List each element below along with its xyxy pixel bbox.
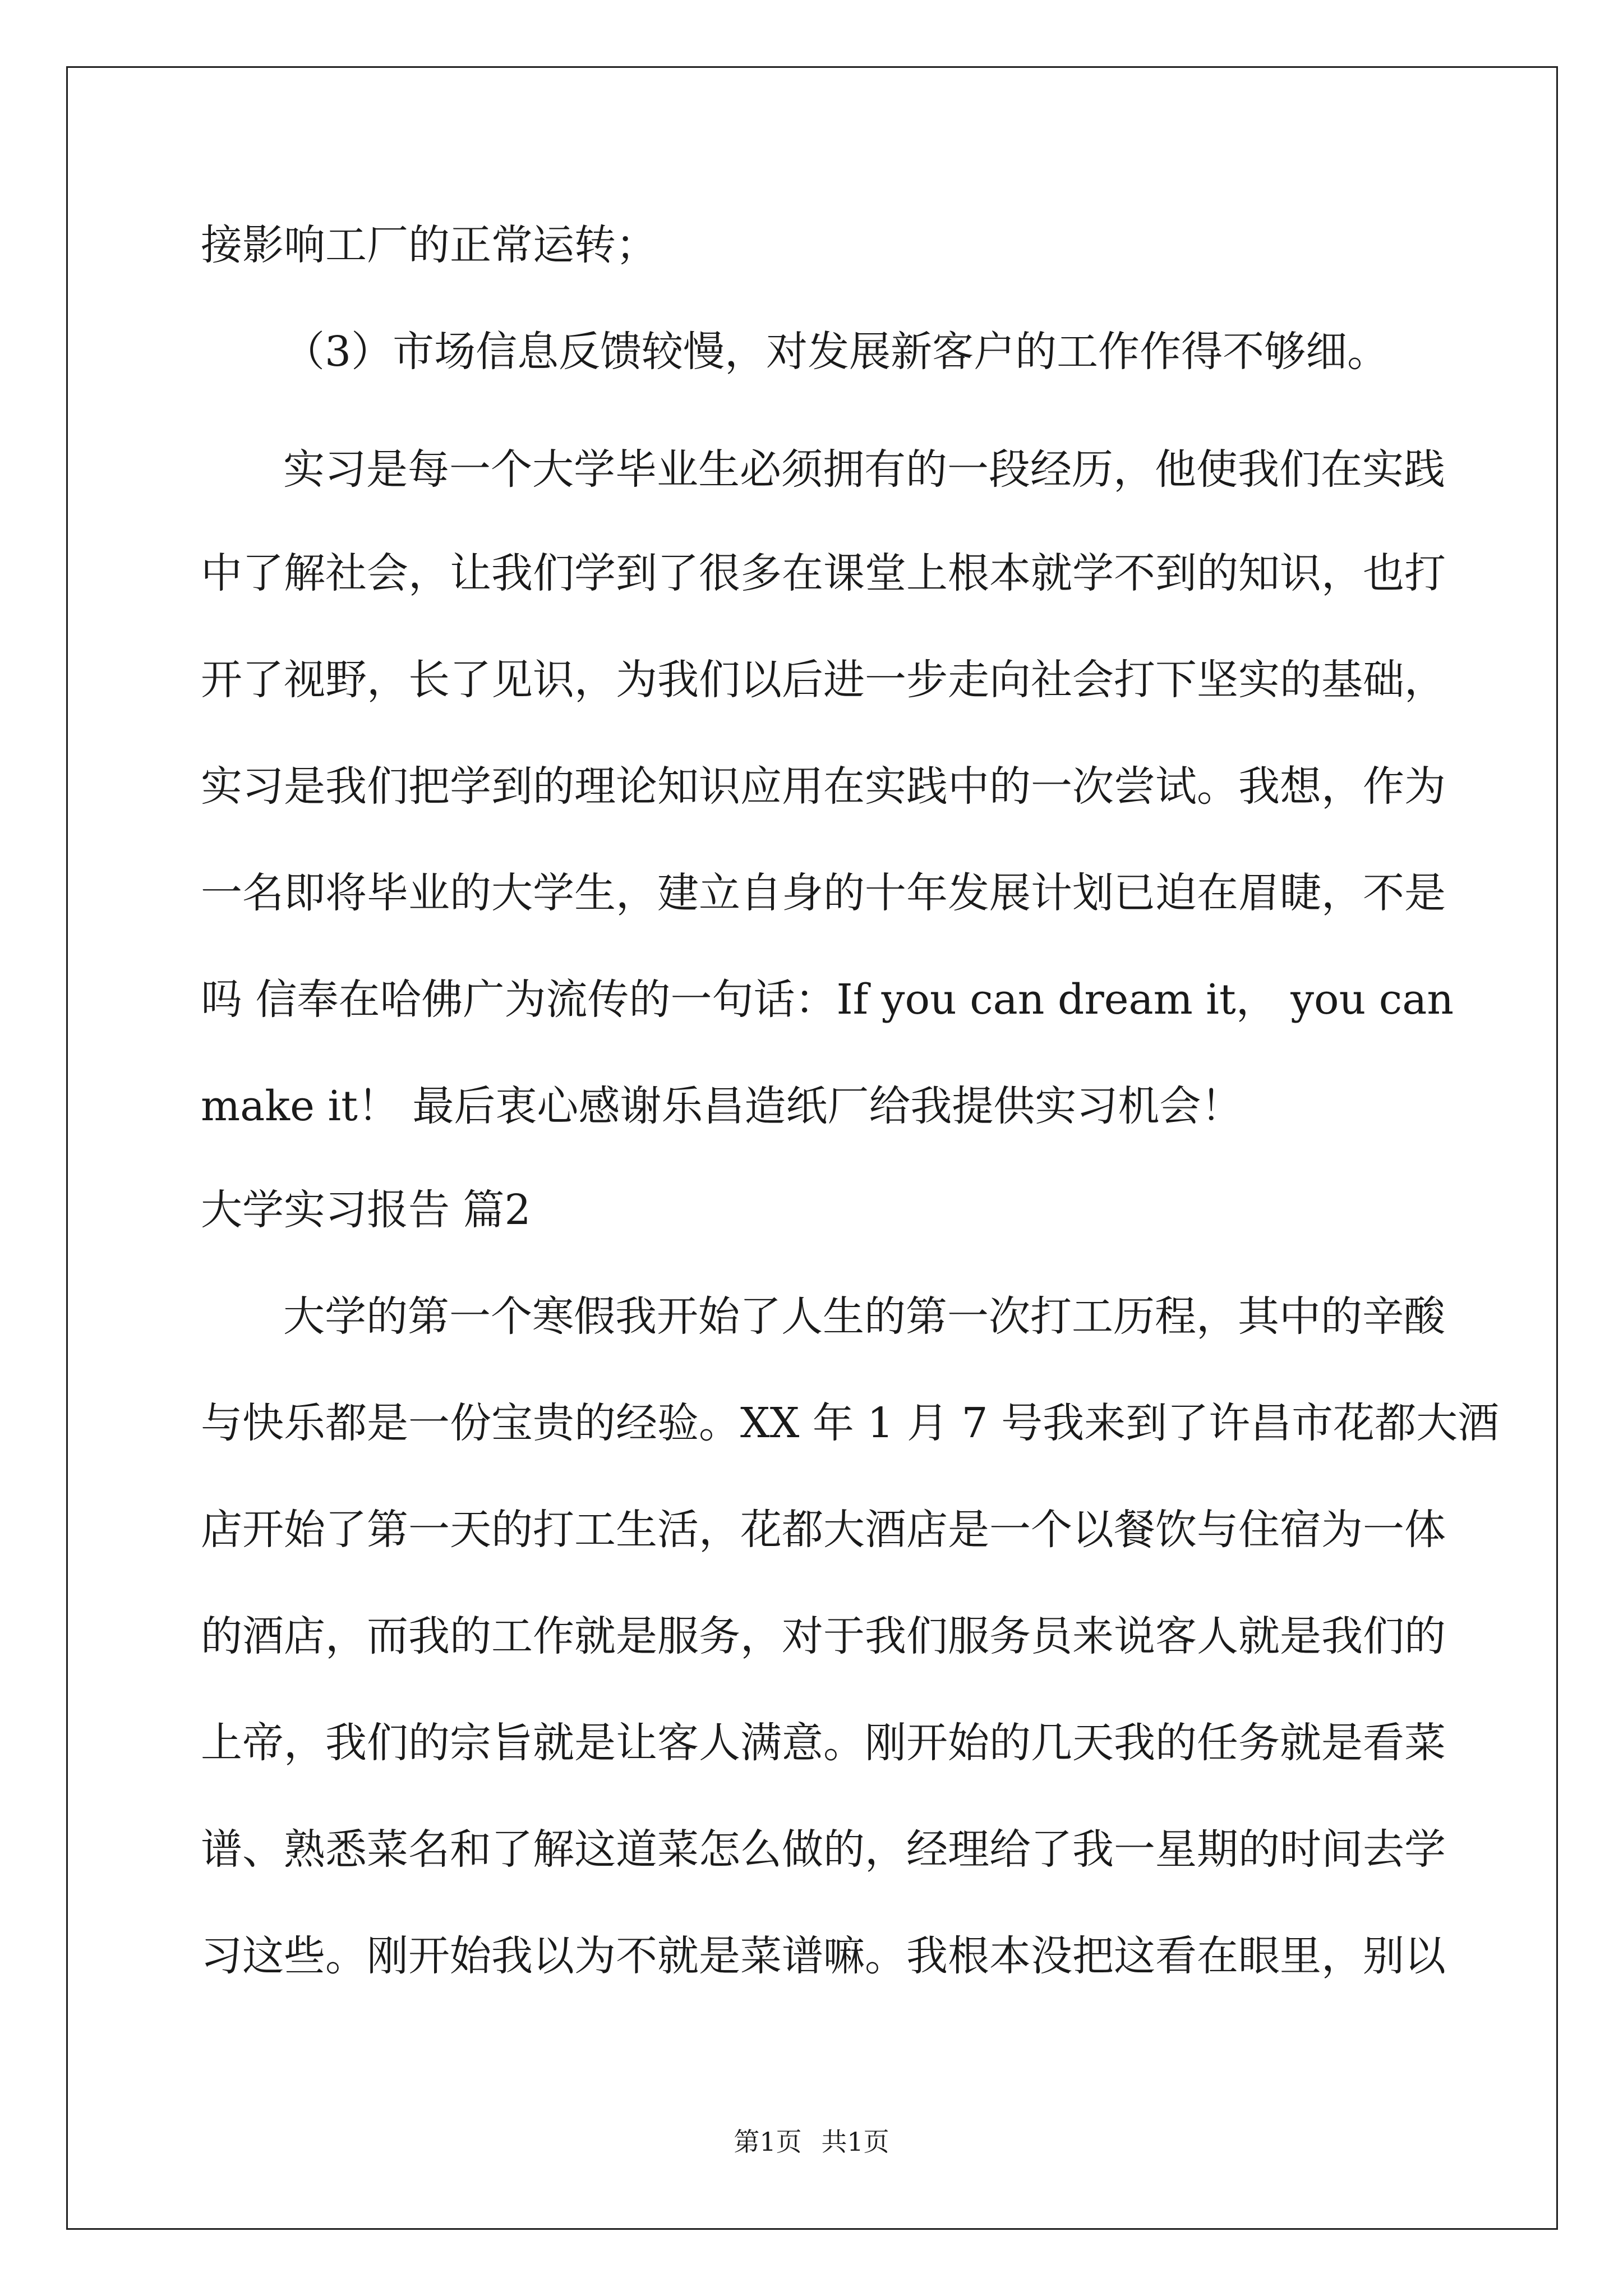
paragraph-line: 与快乐都是一份宝贵的经验。XX 年 1 月 7 号我来到了许昌市花都大酒: [201, 1399, 1500, 1447]
paragraph-line: 大学的第一个寒假我开始了人生的第一次打工历程，其中的辛酸: [283, 1292, 1445, 1341]
page-footer: [0, 2129, 1623, 2155]
paragraph-line: （3）市场信息反馈较慢，对发展新客户的工作作得不够细。: [283, 328, 1389, 376]
paragraph-line: 的酒店，而我的工作就是服务，对于我们服务员来说客人就是我们的: [201, 1612, 1446, 1660]
paragraph-line: 实习是我们把学到的理论知识应用在实践中的一次尝试。我想，作为: [201, 762, 1446, 811]
section-heading: 大学实习报告 篇2: [201, 1186, 531, 1234]
paragraph-line: 一名即将毕业的大学生，建立自身的十年发展计划已迫在眉睫，不是: [201, 869, 1446, 917]
page-number: 第1页: [734, 2127, 802, 2157]
paragraph-line: 店开始了第一天的打工生活，花都大酒店是一个以餐饮与住宿为一体: [201, 1506, 1446, 1554]
paragraph-line: 接影响工厂的正常运转；: [201, 221, 657, 269]
paragraph-line: 吗 信奉在哈佛广为流传的一句话：If you can dream it， you can: [201, 976, 1454, 1024]
paragraph-line: make it！ 最后衷心感谢乐昌造纸厂给我提供实习机会！: [201, 1082, 1243, 1130]
paragraph-line: 谱、熟悉菜名和了解这道菜怎么做的，经理给了我一星期的时间去学: [201, 1825, 1446, 1874]
paragraph-line: 中了解社会，让我们学到了很多在课堂上根本就学不到的知识，也打: [201, 549, 1446, 597]
paragraph-line: 实习是每一个大学毕业生必须拥有的一段经历，他使我们在实践: [283, 445, 1445, 494]
paragraph-line: 上帝，我们的宗旨就是让客人满意。刚开始的几天我的任务就是看菜: [201, 1719, 1446, 1767]
page-border: [66, 66, 1558, 2230]
paragraph-line: 开了视野，长了见识，为我们以后进一步走向社会打下坚实的基础，: [201, 656, 1446, 704]
page-total: 共1页: [821, 2127, 889, 2157]
paragraph-line: 习这些。刚开始我以为不就是菜谱嘛。我根本没把这看在眼里，别以: [201, 1932, 1446, 1980]
